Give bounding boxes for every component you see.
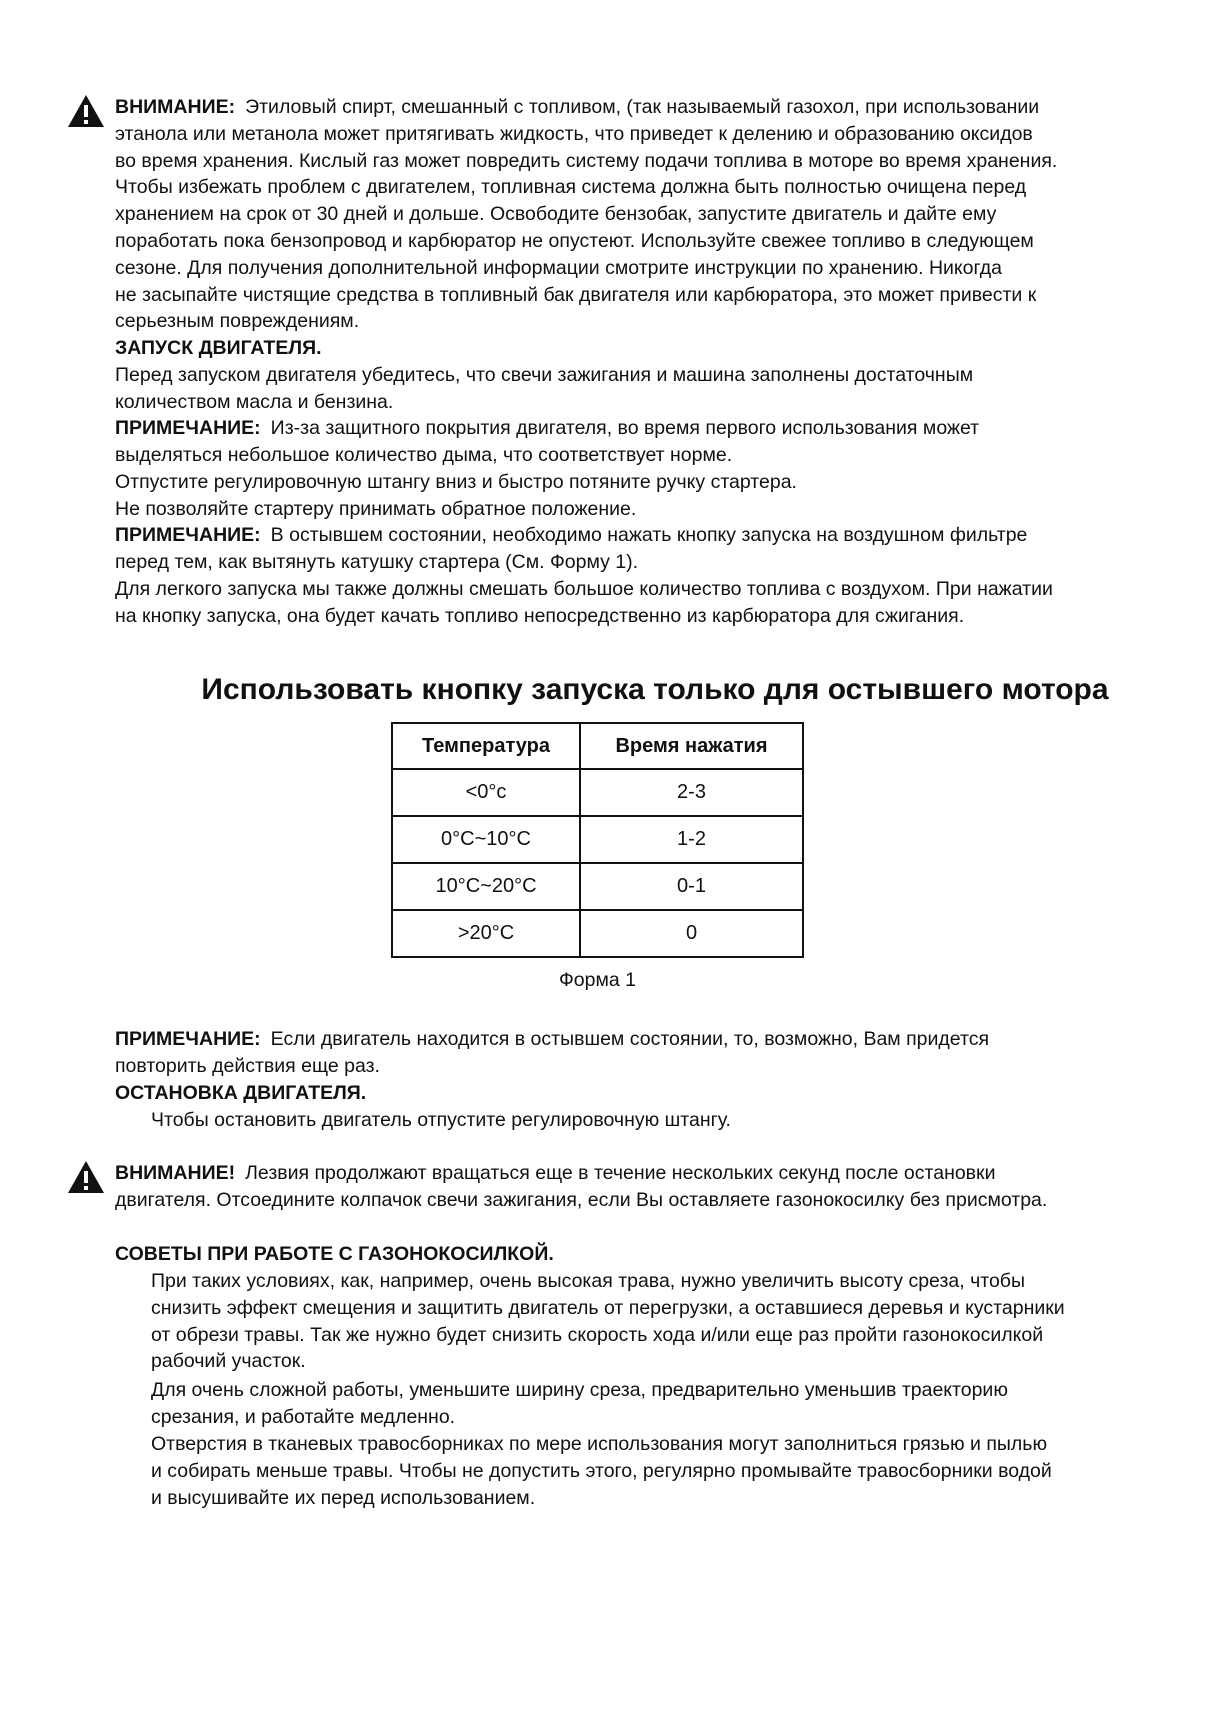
table-cell: 2-3 [580, 769, 803, 816]
table-row [392, 769, 803, 816]
stop-engine-text: Чтобы остановить двигатель отпустите регулировочную штангу. [151, 1109, 731, 1131]
tips-paragraph-2: Для очень сложной работы, уменьшите ширину среза, предварительно уменьшив траекторию срезания, и работайте медленно. [151, 1379, 1008, 1428]
primer-table-title: Использовать кнопку запуска только для остывшего мотора [201, 673, 1109, 706]
table-cell: 0-1 [580, 863, 803, 910]
tips-paragraph-3: Отверстия в тканевых травосборниках по мере использования могут заполниться грязью и пылью и собирать меньше травы. Чтобы не допустить этого, регулярно промывайте травосборники водой и высушивайте их перед использованием. [151, 1433, 1052, 1509]
table-cell: 0 [580, 910, 803, 957]
pull-starter-line: Отпустите регулировочную штангу вниз и быстро потяните ручку стартера. [115, 471, 797, 493]
table-caption: Форма 1 [558, 969, 637, 991]
warning-triangle-icon [67, 94, 105, 128]
table-cell: 10°C~20°C [392, 863, 580, 910]
note-label: ПРИМЕЧАНИЕ: [115, 1028, 261, 1050]
note-label: ПРИМЕЧАНИЕ: [115, 417, 261, 439]
table-row [392, 816, 803, 863]
note-label: ПРИМЕЧАНИЕ: [115, 524, 261, 546]
stop-engine-heading: ОСТАНОВКА ДВИГАТЕЛЯ. [115, 1082, 367, 1104]
table-cell: 1-2 [580, 816, 803, 863]
warning-paragraph-2: ВНИМАНИЕ! Лезвия продолжают вращаться еще в течение нескольких секунд после остановки двигателя. Отсоедините колпачок свечи зажигания, если Вы оставляете газонокосилку без присмотра. [115, 1162, 1048, 1211]
table-row [392, 863, 803, 910]
column-header-press-time: Время нажатия [580, 723, 803, 769]
primer-press-table [391, 722, 804, 958]
table-cell: 0°C~10°C [392, 816, 580, 863]
warning-paragraph-1: ВНИМАНИЕ: Этиловый спирт, смешанный с топливом, (так называемый газохол, при использовании этанола или метанола может притягивать жидкость, что приведет к делению и образованию оксидов во время хранения. Кислый газ может повредить систему подачи топлива в моторе во время хранения. Чтобы избежать проблем с двигателем, топливная система должна быть полностью очищена перед хранением на срок от 30 дней и дольше. Освободите бензобак, запустите двигатель и дайте ему поработать пока бензопровод и карбюратор не опустеют. Используйте свежее топливо в следующем сезоне. Для получения дополнительной информации смотрите инструкции по хранению. Никогда не засыпайте чистящие средства в топливный бак двигателя или карбюратора, это может привести к серьезным повреждениям. [115, 96, 1058, 333]
table-header-row [392, 723, 803, 769]
note-smoke: ПРИМЕЧАНИЕ: Из-за защитного покрытия двигателя, во время первого использования может выделяться небольшое количество дыма, что соответствует норме. [115, 417, 980, 466]
note-repeat: ПРИМЕЧАНИЕ: Если двигатель находится в остывшем состоянии, то, возможно, Вам придется повторить действия еще раз. [115, 1028, 990, 1077]
tips-heading: СОВЕТЫ ПРИ РАБОТЕ С ГАЗОНОКОСИЛКОЙ. [115, 1243, 554, 1265]
table-cell: <0°c [392, 769, 580, 816]
start-engine-heading: ЗАПУСК ДВИГАТЕЛЯ. [115, 337, 322, 359]
note-primer: ПРИМЕЧАНИЕ: В остывшем состоянии, необходимо нажать кнопку запуска на воздушном фильтре перед тем, как вытянуть катушку стартера (См. Форму 1). [115, 524, 1028, 573]
warning-label: ВНИМАНИЕ: [115, 96, 236, 118]
warning-label: ВНИМАНИЕ! [115, 1162, 236, 1184]
tips-paragraph-1: При таких условиях, как, например, очень высокая трава, нужно увеличить высоту среза, чтобы снизить эффект смещения и защитить двигатель от перегрузки, а оставшиеся деревья и кустарники от обрези травы. Так же нужно будет снизить скорость хода и/или еще раз пройти газонокосилкой рабочий участок. [151, 1270, 1065, 1373]
table-row [392, 910, 803, 957]
table-cell: >20°C [392, 910, 580, 957]
warning-triangle-icon [67, 1160, 105, 1194]
start-engine-paragraph: Перед запуском двигателя убедитесь, что свечи зажигания и машина заполнены достаточным количеством масла и бензина. [115, 364, 974, 413]
easy-start-paragraph: Для легкого запуска мы также должны смешать большое количество топлива с воздухом. При нажатии на кнопку запуска, она будет качать топливо непосредственно из карбюратора для сжигания. [115, 578, 1053, 627]
column-header-temperature: Температура [392, 723, 580, 769]
starter-return-line: Не позволяйте стартеру принимать обратное положение. [115, 498, 637, 520]
